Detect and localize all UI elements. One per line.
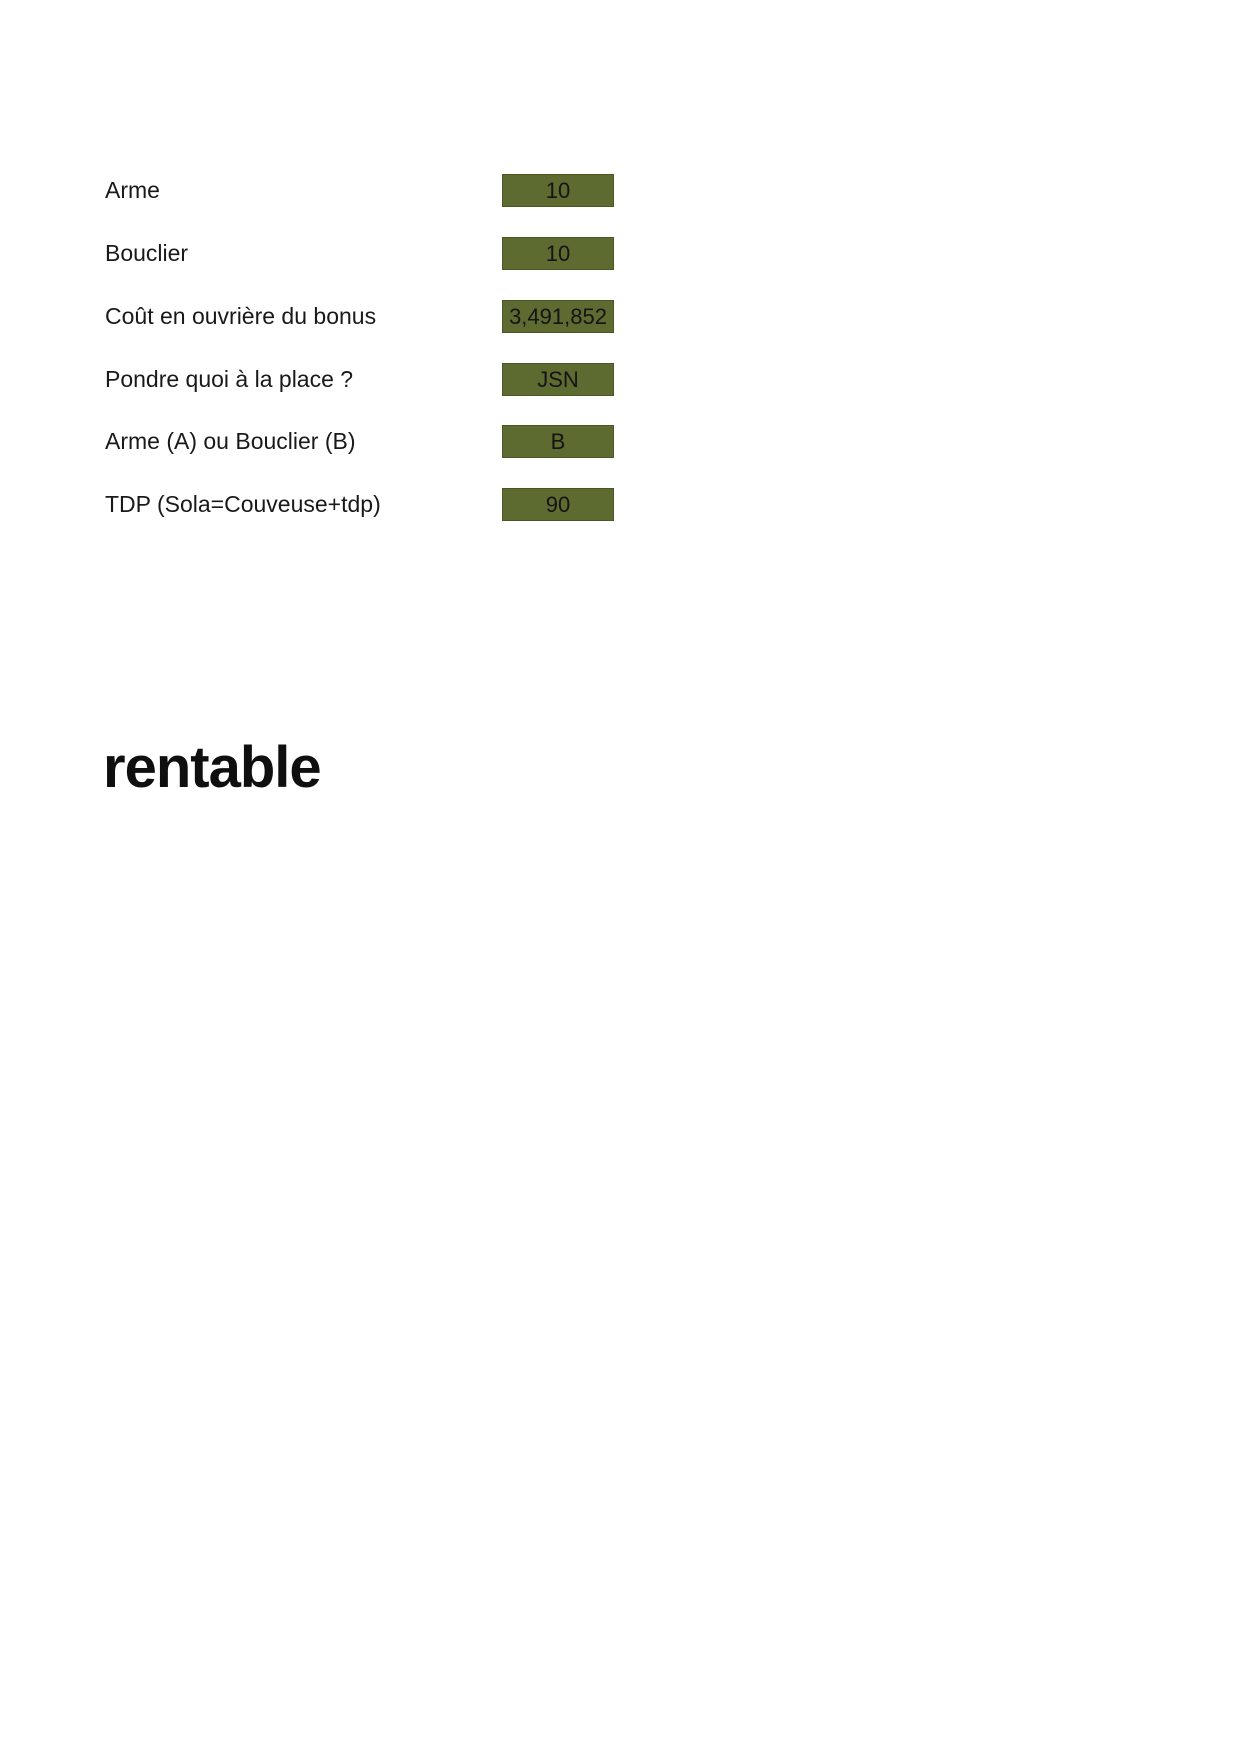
- form-row: [0, 425, 1241, 458]
- field-label: Arme (A) ou Bouclier (B): [105, 428, 356, 454]
- field-label: Pondre quoi à la place ?: [105, 366, 354, 392]
- form-row: [0, 174, 1241, 207]
- field-label: Arme: [105, 177, 160, 203]
- section-heading: rentable: [103, 735, 321, 800]
- field-value-box[interactable]: JSN: [502, 363, 614, 396]
- field-value-box[interactable]: 90: [502, 488, 614, 521]
- form-row: [0, 488, 1241, 521]
- field-value-box[interactable]: 3,491,852: [502, 300, 614, 333]
- form-row: [0, 363, 1241, 396]
- field-label: TDP (Sola=Couveuse+tdp): [105, 491, 381, 517]
- field-value-box[interactable]: 10: [502, 174, 614, 207]
- form-row: [0, 300, 1241, 333]
- field-value-box[interactable]: B: [502, 425, 614, 458]
- form-row: [0, 237, 1241, 270]
- field-label: Bouclier: [105, 240, 189, 266]
- field-label: Coût en ouvrière du bonus: [105, 303, 377, 329]
- field-value-box[interactable]: 10: [502, 237, 614, 270]
